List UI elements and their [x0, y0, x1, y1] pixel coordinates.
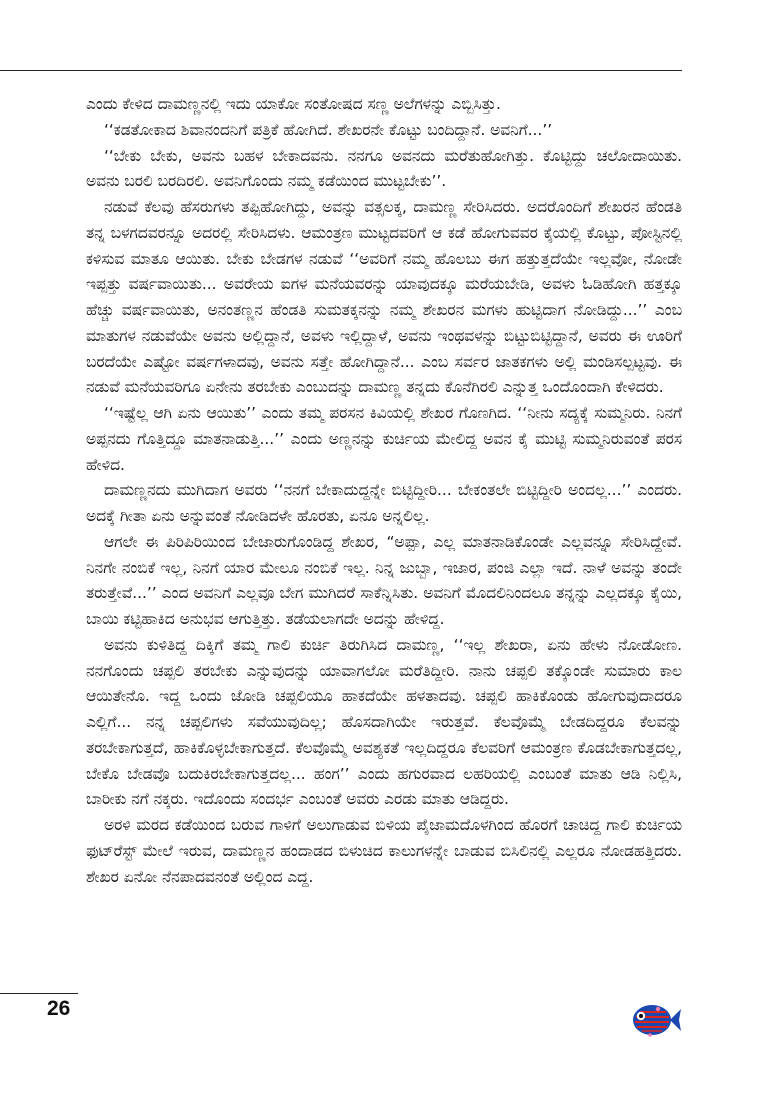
fish-logo-icon: [630, 1000, 682, 1040]
paragraph-4: ನಡುವೆ ಕೆಲವು ಹೆಸರುಗಳು ತಪ್ಪಿಹೋಗಿದ್ದು, ಅವನ್ನು ವತ್ಸಲಕ್ಕ, ದಾಮಣ್ಣ ಸೇರಿಸಿದರು. ಅದರೊಂದಿಗೆ ಶೇಖರನ ಹೆಂಡತಿ ತನ್ನ ಬಳಗದವರನ್ನೂ ಅದರಲ್ಲಿ ಸೇರಿಸಿದಳು. ಆಮಂತ್ರಣ ಮುಟ್ಟದವರಿಗೆ ಆ ಕಡೆ ಹೋಗುವವರ ಕೈಯಲ್ಲಿ ಕೊಟ್ಟು, ಪೋಸ್ಟಿನಲ್ಲಿ ಕಳಿಸುವ ಮಾತೂ ಆಯಿತು. ಬೇಕು ಬೇಡಗಳ ನಡುವೆ ‘‘ಅವರಿಗೆ ನಮ್ಮ ಹೊಲಬು ಈಗ ಹತ್ತುತ್ತದೆಯೇ ಇಲ್ಲವೋ, ನೋಡೇ ಇಪ್ಪತ್ತು ವರ್ಷವಾಯಿತು... ಅವರೇಯ ಐಗಳ ಮನೆಯವರನ್ನು ಯಾವುದಕ್ಕೂ ಮರೆಯಬೇಡಿ, ಅವಳು ಓಡಿಹೋಗಿ ಹತ್ತಕ್ಕೂ ಹೆಚ್ಚು ವರ್ಷವಾಯಿತು, ಅನಂತಣ್ಣನ ಹೆಂಡತಿ ಸುಮತಕ್ಕನನ್ನು ನಮ್ಮ ಶೇಖರನ ಮಗಳು ಹುಟ್ಟಿದಾಗ ನೋಡಿದ್ದು...’’ ಎಂಬ ಮಾತುಗಳ ನಡುವೆಯೇ ಅವನು ಅಲ್ಲಿದ್ದಾನೆ, ಅವಳು ಇಲ್ಲಿದ್ದಾಳೆ, ಅವನು ಇಂಥವಳನ್ನು ಬಿಟ್ಟುಬಿಟ್ಟಿದ್ದಾನೆ, ಅವರು ಈ ಊರಿಗೆ ಬರದೆಯೇ ಎಷ್ಟೋ ವರ್ಷಗಳಾದವು, ಅವನು ಸತ್ತೇ ಹೋಗಿದ್ದಾನೆ... ಎಂಬ ಸರ್ವರ ಜಾತಕಗಳು ಅಲ್ಲಿ ಮಂಡಿಸಲ್ಪಟ್ಟವು. ಈ ನಡುವೆ ಮನೆಯವರಿಗೂ ಏನೇನು ತರಬೇಕು ಎಂಬುದನ್ನು ದಾಮಣ್ಣ ತನ್ನದು ಕೊನೆಗಿರಲಿ ಎನ್ನುತ್ತ ಒಂದೊಂದಾಗಿ ಕೇಳಿದರು.: [86, 198, 682, 397]
story-text: [86, 92, 682, 890]
header-rule: [0, 70, 682, 71]
paragraph-6: ದಾಮಣ್ಣನದು ಮುಗಿದಾಗ ಅವರು ‘‘ನನಗೆ ಬೇಕಾದುದ್ದನ್ನೇ ಬಿಟ್ಟಿದ್ದೀರಿ... ಬೇಕಂತಲೇ ಬಿಟ್ಟಿದ್ದೀರಿ ಅಂದಲ್ಲ...’’ ಎಂದರು. ಅದಕ್ಕೆ ಗೀತಾ ಏನು ಅನ್ನುವಂತೆ ನೋಡಿದಳೇ ಹೊರತು, ಏನೂ ಅನ್ನಲಿಲ್ಲ.: [86, 481, 682, 525]
paragraph-2: ‘‘ಕಡತೋಕಾದ ಶಿವಾನಂದನಿಗೆ ಪತ್ರಿಕೆ ಹೋಗಿದೆ. ಶೇಖರನೇ ಕೊಟ್ಟು ಬಂದಿದ್ದಾನೆ. ಅವನಿಗೆ...’’: [104, 120, 553, 139]
page-number: 26: [47, 997, 71, 1020]
paragraph-3: ‘‘ಬೇಕು ಬೇಕು, ಅವನು ಬಹಳ ಬೇಕಾದವನು. ನನಗೂ ಅವನದು ಮರೆತುಹೋಗಿತ್ತು. ಕೊಟ್ಟಿದ್ದು ಚಲೋದಾಯಿತು. ಅವನು ಬರಲಿ ಬರದಿರಲಿ. ಅವನಿಗೊಂದು ನಮ್ಮ ಕಡೆಯಿಂದ ಮುಟ್ಟಬೇಕು’’.: [86, 146, 682, 191]
paragraph-5: ‘‘ಇಷ್ಟೆಲ್ಲ ಆಗಿ ಏನು ಆಯಿತು’’ ಎಂದು ತಮ್ಮ ಪರಸನ ಕಿವಿಯಲ್ಲಿ ಶೇಖರ ಗೊಣಗಿದ. ‘‘ನೀನು ಸದ್ಯಕ್ಕೆ ಸುಮ್ಮನಿರು. ನಿನಗೆ ಅಪ್ಪನದು ಗೊತ್ತಿದ್ದೂ ಮಾತನಾಡುತ್ತಿ...’’ ಎಂದು ಅಣ್ಣನನ್ನು ಕುರ್ಚಿಯ ಮೇಲಿದ್ದ ಅವನ ಕೈ ಮುಟ್ಟಿ ಸುಮ್ಮನಿರುವಂತೆ ಪರಸ ಹೇಳಿದ.: [86, 404, 682, 474]
paragraph-8: ಅವನು ಕುಳಿತಿದ್ದ ದಿಕ್ಕಿಗೆ ತಮ್ಮ ಗಾಲಿ ಕುರ್ಚಿ ತಿರುಗಿಸಿದ ದಾಮಣ್ಣ, ‘‘ಇಲ್ಲ ಶೇಖರಾ, ಏನು ಹೇಳು ನೋಡೋಣ. ನನಗೊಂದು ಚಪ್ಪಲಿ ತರಬೇಕು ಎನ್ನುವುದನ್ನು ಯಾವಾಗಲೋ ಮರೆತಿದ್ದೀರಿ. ನಾನು ಚಪ್ಪಲಿ ತಕ್ಕೊಂಡೇ ಸುಮಾರು ಕಾಲ ಆಯಿತೇನೊ. ಇದ್ದ ಒಂದು ಜೋಡಿ ಚಪ್ಪಲಿಯೂ ಹಾಕದೆಯೇ ಹಳತಾದವು. ಚಪ್ಪಲಿ ಹಾಕಿಕೊಂಡು ಹೋಗುವುದಾದರೂ ಎಲ್ಲಿಗೆ... ನನ್ನ ಚಪ್ಪಲಿಗಳು ಸವೆಯುವುದಿಲ್ಲ; ಹೊಸದಾಗಿಯೇ ಇರುತ್ತವೆ. ಕೆಲವೊಮ್ಮೆ ಬೇಡದಿದ್ದರೂ ಕೆಲವನ್ನು ತರಬೇಕಾಗುತ್ತದೆ, ಹಾಕಿಕೊಳ್ಳಬೇಕಾಗುತ್ತದೆ. ಕೆಲವೊಮ್ಮೆ ಅವಶ್ಯಕತೆ ಇಲ್ಲದಿದ್ದರೂ ಕೆಲವರಿಗೆ ಆಮಂತ್ರಣ ಕೊಡಬೇಕಾಗುತ್ತದಲ್ಲ, ಬೇಕೊ ಬೇಡವೊ ಬದುಕಿರಬೇಕಾಗುತ್ತದಲ್ಲ... ಹಂಗ’’ ಎಂದು ಹಗುರವಾದ ಲಹರಿಯಲ್ಲಿ ಎಂಬಂತೆ ಮಾತು ಆಡಿ ನಿಲ್ಲಿಸಿ, ಬಾರೀಕು ನಗೆ ನಕ್ಕರು. ಇದೊಂದು ಸಂದರ್ಭ ಎಂಬಂತೆ ಅವರು ಎರಡು ಮಾತು ಆಡಿದ್ದರು.: [86, 635, 682, 809]
paragraph-1: ಎಂದು ಕೇಳಿದ ದಾಮಣ್ಣನಲ್ಲಿ ಇದು ಯಾಕೋ ಸಂತೋಷದ ಸಣ್ಣ ಅಲೆಗಳನ್ನು ಎಬ್ಬಿಸಿತ್ತು.: [86, 95, 501, 113]
paragraph-9: ಅರಳಿ ಮರದ ಕಡೆಯಿಂದ ಬರುವ ಗಾಳಿಗೆ ಅಲುಗಾಡುವ ಬಿಳಿಯ ಪೈಜಾಮದೊಳಗಿಂದ ಹೊರಗೆ ಚಾಚಿದ್ದ ಗಾಲಿ ಕುರ್ಚಿಯ ಫುಟ್‌ರೆಸ್ಟ್ ಮೇಲೆ ಇರುವ, ದಾಮಣ್ಣನ ಹಂದಾಡದ ಬಿಳುಚಿದ ಕಾಲುಗಳನ್ನೇ ಬಾಡುವ ಬಿಸಿಲಿನಲ್ಲಿ ಎಲ್ಲರೂ ನೋಡಹತ್ತಿದರು. ಶೇಖರ ಏನೋ ನೆನಪಾದವನಂತೆ ಅಲ್ಲಿಂದ ಎದ್ದ.: [86, 816, 682, 886]
footer-rule: [0, 993, 78, 994]
paragraph-7: ಆಗಲೇ ಈ ಪಿರಿಪಿರಿಯಿಂದ ಬೇಜಾರುಗೊಂಡಿದ್ದ ಶೇಖರ, “ಅಪ್ಪಾ, ಎಲ್ಲ ಮಾತನಾಡಿಕೊಂಡೇ ಎಲ್ಲವನ್ನೂ ಸೇರಿಸಿದ್ದೇವೆ. ನಿನಗೇ ನಂಬಿಕೆ ಇಲ್ಲ, ನಿನಗೆ ಯಾರ ಮೇಲೂ ನಂಬಿಕೆ ಇಲ್ಲ. ನಿನ್ನ ಜುಬ್ಬಾ, ಇಜಾರ, ಪಂಜಿ ಎಲ್ಲಾ ಇದೆ. ನಾಳೆ ಅವನ್ನು ತಂದೇ ತರುತ್ತೇವೆ...’’ ಎಂದ ಅವನಿಗೆ ಎಲ್ಲವೂ ಬೇಗ ಮುಗಿದರೆ ಸಾಕೆನ್ನಿಸಿತು. ಅವನಿಗೆ ಮೊದಲಿನಿಂದಲೂ ತನ್ನನ್ನು ಎಲ್ಲದಕ್ಕೂ ಕೈಯಿ, ಬಾಯಿ ಕಟ್ಟಿಹಾಕಿದ ಅನುಭವ ಆಗುತ್ತಿತ್ತು. ತಡೆಯಲಾಗದೇ ಅದನ್ನು ಹೇಳಿದ್ದ.: [86, 532, 682, 628]
